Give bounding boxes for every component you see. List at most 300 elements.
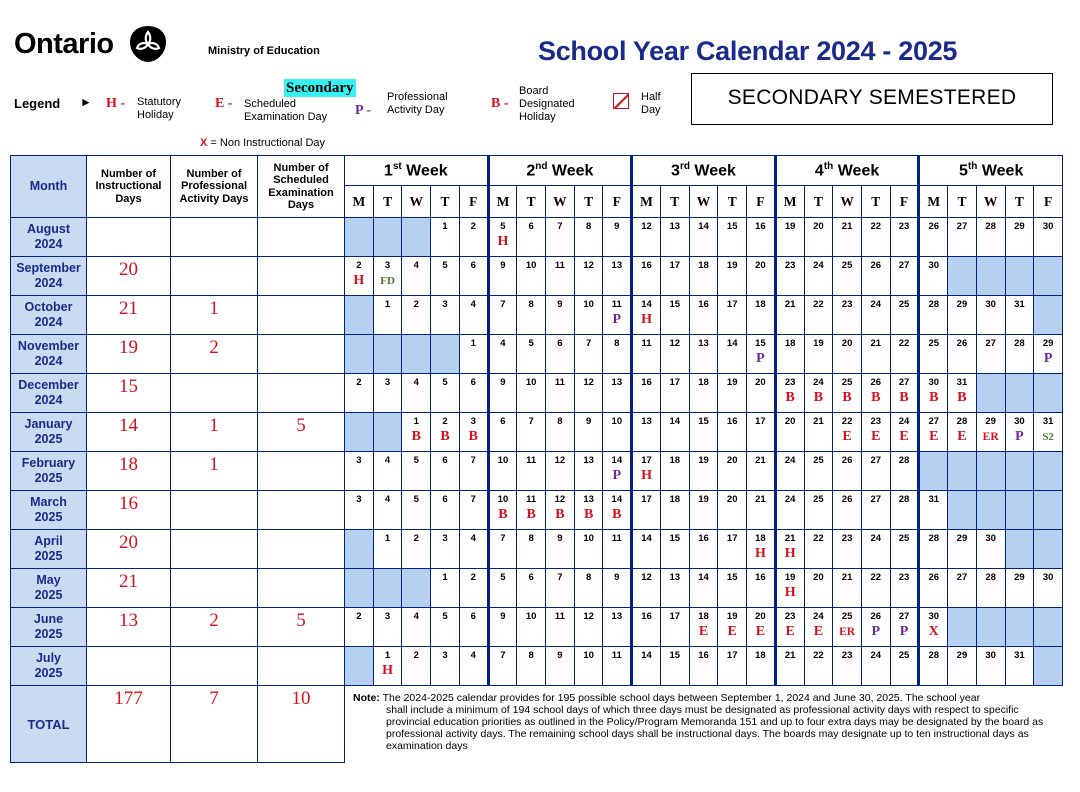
- half-day-icon: [613, 93, 629, 109]
- day-cell: 9: [546, 647, 575, 686]
- day-code: E: [899, 429, 909, 444]
- month-row: [11, 374, 1063, 413]
- day-code: P: [871, 624, 881, 639]
- day-cell: 29: [948, 530, 977, 569]
- weekday-header: T: [1005, 186, 1034, 218]
- day-cell: 13: [603, 374, 632, 413]
- day-cell: 14: [689, 218, 718, 257]
- day-cell: 4: [373, 452, 402, 491]
- day-cell: 7: [459, 452, 488, 491]
- day-cell: 18: [689, 257, 718, 296]
- empty-day-cell: [1034, 374, 1063, 413]
- weekday-header: M: [488, 186, 517, 218]
- empty-day-cell: [1034, 257, 1063, 296]
- day-cell: 28: [976, 218, 1005, 257]
- month-row: [11, 335, 1063, 374]
- weekday-header: W: [689, 186, 718, 218]
- day-code: ER: [982, 431, 999, 443]
- empty-day-cell: [976, 452, 1005, 491]
- day-cell: 14 P: [603, 452, 632, 491]
- day-cell: 30 B: [919, 374, 948, 413]
- day-cell: 18: [660, 452, 689, 491]
- day-cell: 24: [861, 647, 890, 686]
- day-cell: 19: [775, 218, 804, 257]
- day-code: H: [497, 234, 509, 249]
- weekday-header: W: [402, 186, 431, 218]
- day-cell: 5: [488, 569, 517, 608]
- empty-day-cell: [1034, 491, 1063, 530]
- instructional-days: 20: [87, 530, 171, 569]
- day-cell: 19 H: [775, 569, 804, 608]
- day-cell: 10 B: [488, 491, 517, 530]
- day-cell: 6: [431, 452, 460, 491]
- month-name: March 2025: [11, 491, 87, 530]
- exam-days: [258, 296, 345, 335]
- day-cell: 18: [775, 335, 804, 374]
- day-code: E: [755, 624, 766, 639]
- empty-day-cell: [976, 257, 1005, 296]
- day-cell: 22: [890, 335, 919, 374]
- weekday-header: T: [718, 186, 747, 218]
- day-cell: 19: [804, 335, 833, 374]
- day-cell: 1: [459, 335, 488, 374]
- day-cell: 27 B: [890, 374, 919, 413]
- day-cell: 25 ER: [833, 608, 862, 647]
- day-code: B: [813, 390, 824, 405]
- day-cell: 13: [660, 569, 689, 608]
- weekday-header: F: [603, 186, 632, 218]
- legend-text-half: Half Day: [641, 91, 661, 116]
- month-name: November 2024: [11, 335, 87, 374]
- day-cell: 30: [919, 257, 948, 296]
- day-cell: 9: [546, 530, 575, 569]
- day-cell: 23: [833, 647, 862, 686]
- day-cell: 26: [919, 218, 948, 257]
- day-cell: 25: [833, 257, 862, 296]
- day-cell: 18 E: [689, 608, 718, 647]
- day-cell: 2 B: [431, 413, 460, 452]
- day-cell: 20: [747, 257, 776, 296]
- empty-day-cell: [976, 491, 1005, 530]
- day-cell: 23 B: [775, 374, 804, 413]
- professional-days-header: Number of Professional Activity Days: [171, 156, 258, 218]
- day-cell: 30: [1034, 218, 1063, 257]
- day-cell: 10: [517, 608, 546, 647]
- day-code: B: [785, 390, 795, 405]
- day-cell: 6: [546, 335, 575, 374]
- day-cell: 29: [1005, 218, 1034, 257]
- day-cell: 5: [431, 374, 460, 413]
- day-cell: 13: [689, 335, 718, 374]
- day-cell: 8: [517, 530, 546, 569]
- day-cell: 3: [431, 296, 460, 335]
- instructional-days-header: Number of Instructional Days: [87, 156, 171, 218]
- month-name: July 2025: [11, 647, 87, 686]
- instructional-days: [87, 647, 171, 686]
- day-cell: 1: [431, 569, 460, 608]
- weekday-header: W: [976, 186, 1005, 218]
- empty-day-cell: [976, 374, 1005, 413]
- day-cell: 7: [574, 335, 603, 374]
- professional-days: 1: [171, 413, 258, 452]
- day-cell: 28: [919, 530, 948, 569]
- day-cell: 10: [488, 452, 517, 491]
- day-code: P: [1043, 351, 1053, 366]
- exam-days: [258, 647, 345, 686]
- day-cell: 21 H: [775, 530, 804, 569]
- day-cell: 7: [488, 296, 517, 335]
- secondary-highlight: Secondary: [286, 80, 354, 96]
- day-code: E: [871, 429, 881, 444]
- day-cell: 28: [1005, 335, 1034, 374]
- day-cell: 9: [603, 569, 632, 608]
- day-cell: 3 B: [459, 413, 488, 452]
- day-cell: 13: [603, 608, 632, 647]
- day-cell: 16: [689, 647, 718, 686]
- day-cell: 22: [804, 647, 833, 686]
- day-code: B: [440, 429, 450, 444]
- month-row: [11, 608, 1063, 647]
- instructional-days: 19: [87, 335, 171, 374]
- day-cell: 4: [459, 647, 488, 686]
- empty-day-cell: [373, 335, 402, 374]
- weekday-header: F: [747, 186, 776, 218]
- day-cell: 20: [833, 335, 862, 374]
- day-cell: 23: [775, 257, 804, 296]
- total-instructional-days: 177: [87, 686, 171, 763]
- day-code: S2: [1042, 431, 1054, 443]
- weekday-header: T: [431, 186, 460, 218]
- day-cell: 28 E: [948, 413, 977, 452]
- month-row: [11, 530, 1063, 569]
- day-cell: 20: [804, 218, 833, 257]
- day-cell: 31 B: [948, 374, 977, 413]
- day-cell: 28: [890, 452, 919, 491]
- total-professional-days: 7: [171, 686, 258, 763]
- day-cell: 24 B: [804, 374, 833, 413]
- day-cell: 24: [804, 257, 833, 296]
- day-code: H: [784, 585, 796, 600]
- day-cell: 20: [775, 413, 804, 452]
- day-cell: 31: [1005, 296, 1034, 335]
- weekday-header: T: [574, 186, 603, 218]
- day-code: E: [698, 624, 709, 639]
- month-name: May 2025: [11, 569, 87, 608]
- day-cell: 9: [488, 608, 517, 647]
- month-name: February 2025: [11, 452, 87, 491]
- day-cell: 14: [632, 647, 661, 686]
- month-row: [11, 218, 1063, 257]
- legend-non-instructional: X = Non Instructional Day: [200, 137, 326, 149]
- day-cell: 21: [747, 491, 776, 530]
- month-row: [11, 452, 1063, 491]
- day-cell: 11: [603, 647, 632, 686]
- day-cell: 5: [402, 452, 431, 491]
- day-cell: 22: [804, 530, 833, 569]
- weekday-header: T: [373, 186, 402, 218]
- empty-day-cell: [919, 452, 948, 491]
- day-cell: 11: [517, 452, 546, 491]
- month-row: [11, 491, 1063, 530]
- day-code: E: [785, 624, 795, 639]
- day-cell: 23: [890, 569, 919, 608]
- day-cell: 10: [517, 257, 546, 296]
- weekday-header: W: [833, 186, 862, 218]
- day-cell: 25: [804, 452, 833, 491]
- day-code: H: [382, 663, 394, 678]
- day-code: B: [583, 507, 594, 522]
- empty-day-cell: [948, 608, 977, 647]
- day-cell: 11: [632, 335, 661, 374]
- day-cell: 15: [718, 218, 747, 257]
- day-code: P: [612, 468, 622, 483]
- day-cell: 2: [402, 296, 431, 335]
- legend-arrow-icon: ►: [80, 95, 92, 109]
- day-cell: 1 H: [373, 647, 402, 686]
- day-cell: 31 S2: [1034, 413, 1063, 452]
- empty-day-cell: [1005, 530, 1034, 569]
- day-cell: 9: [574, 413, 603, 452]
- day-cell: 26: [948, 335, 977, 374]
- day-cell: 12 B: [546, 491, 575, 530]
- day-cell: 5: [517, 335, 546, 374]
- day-cell: 11 B: [517, 491, 546, 530]
- day-code: B: [411, 429, 421, 444]
- day-cell: 17: [747, 413, 776, 452]
- day-cell: 15 P: [747, 335, 776, 374]
- ministry-name: Ministry of Education: [208, 45, 320, 57]
- day-cell: 12: [660, 335, 689, 374]
- week-4-header: 4th Week: [775, 156, 919, 186]
- day-cell: 23: [890, 218, 919, 257]
- instructional-days: 15: [87, 374, 171, 413]
- total-exam-days: 10: [258, 686, 345, 763]
- day-code: H: [641, 468, 652, 483]
- day-cell: 30 X: [919, 608, 948, 647]
- day-cell: 27: [861, 491, 890, 530]
- total-label: TOTAL: [11, 686, 87, 763]
- day-cell: 18: [747, 647, 776, 686]
- weekday-header: F: [890, 186, 919, 218]
- day-cell: 31: [1005, 647, 1034, 686]
- day-cell: 7: [488, 530, 517, 569]
- month-row: [11, 257, 1063, 296]
- day-cell: 26: [919, 569, 948, 608]
- legend-text-b: Board Designated Holiday: [519, 85, 575, 123]
- empty-day-cell: [1005, 608, 1034, 647]
- day-cell: 17: [660, 257, 689, 296]
- day-cell: 6: [459, 608, 488, 647]
- day-code: E: [813, 624, 824, 639]
- day-cell: 10: [574, 647, 603, 686]
- day-cell: 9: [488, 257, 517, 296]
- day-cell: 8: [517, 647, 546, 686]
- month-row: [11, 569, 1063, 608]
- day-code: E: [929, 429, 939, 444]
- day-cell: 21: [775, 296, 804, 335]
- empty-day-cell: [345, 569, 374, 608]
- legend-code-p: P -: [355, 103, 371, 118]
- empty-day-cell: [1034, 647, 1063, 686]
- day-cell: 30 P: [1005, 413, 1034, 452]
- day-cell: 21: [833, 218, 862, 257]
- day-cell: 2: [345, 374, 374, 413]
- day-cell: 30: [976, 647, 1005, 686]
- day-cell: 15: [660, 296, 689, 335]
- day-cell: 18: [660, 491, 689, 530]
- day-cell: 4: [402, 257, 431, 296]
- day-cell: 7: [488, 647, 517, 686]
- day-cell: 17: [718, 296, 747, 335]
- day-cell: 2: [345, 608, 374, 647]
- day-cell: 16: [632, 608, 661, 647]
- empty-day-cell: [345, 647, 374, 686]
- day-cell: 25: [890, 647, 919, 686]
- month-row: [11, 296, 1063, 335]
- day-cell: 20: [747, 374, 776, 413]
- day-cell: 15: [718, 569, 747, 608]
- day-cell: 15: [689, 413, 718, 452]
- empty-day-cell: [373, 413, 402, 452]
- professional-days: [171, 374, 258, 413]
- empty-day-cell: [345, 530, 374, 569]
- empty-day-cell: [948, 452, 977, 491]
- day-cell: 12: [574, 608, 603, 647]
- day-cell: 16: [632, 257, 661, 296]
- day-code: B: [526, 507, 536, 522]
- month-name: June 2025: [11, 608, 87, 647]
- legend-code-e: E -: [215, 96, 233, 111]
- professional-days: [171, 569, 258, 608]
- empty-day-cell: [976, 608, 1005, 647]
- weekday-header: T: [804, 186, 833, 218]
- exam-days: 5: [258, 608, 345, 647]
- professional-days: [171, 257, 258, 296]
- day-cell: 23 E: [775, 608, 804, 647]
- day-cell: 28: [919, 647, 948, 686]
- exam-days: [258, 569, 345, 608]
- instructional-days: 16: [87, 491, 171, 530]
- exam-days: [258, 218, 345, 257]
- day-code: H: [784, 546, 796, 561]
- empty-day-cell: [948, 257, 977, 296]
- day-cell: 24: [861, 530, 890, 569]
- day-cell: 18: [689, 374, 718, 413]
- weekday-header: T: [948, 186, 977, 218]
- day-cell: 22 E: [833, 413, 862, 452]
- day-cell: 24: [861, 296, 890, 335]
- day-cell: 24 E: [890, 413, 919, 452]
- day-cell: 3: [431, 647, 460, 686]
- day-cell: 21: [804, 413, 833, 452]
- empty-day-cell: [1005, 257, 1034, 296]
- day-cell: 20: [718, 491, 747, 530]
- day-cell: 4: [488, 335, 517, 374]
- professional-days: [171, 530, 258, 569]
- day-cell: 13 B: [574, 491, 603, 530]
- day-cell: 26: [833, 452, 862, 491]
- legend-text-e: Scheduled Examination Day: [244, 98, 328, 123]
- day-cell: 4: [402, 374, 431, 413]
- day-cell: 10: [603, 413, 632, 452]
- empty-day-cell: [373, 569, 402, 608]
- day-cell: 19: [718, 374, 747, 413]
- day-cell: 14: [660, 413, 689, 452]
- day-cell: 14: [718, 335, 747, 374]
- month-name: August 2024: [11, 218, 87, 257]
- day-code: H: [754, 546, 766, 561]
- legend-label: Legend: [14, 96, 61, 111]
- day-cell: 7: [546, 218, 575, 257]
- weekday-header: F: [459, 186, 488, 218]
- day-cell: 26 P: [861, 608, 890, 647]
- day-code: X: [928, 624, 939, 639]
- day-cell: 2: [402, 647, 431, 686]
- month-row: [11, 647, 1063, 686]
- day-code: B: [555, 507, 565, 522]
- empty-day-cell: [402, 569, 431, 608]
- day-cell: 6: [517, 218, 546, 257]
- day-cell: 17: [632, 491, 661, 530]
- day-code: FD: [380, 275, 395, 287]
- day-code: E: [727, 624, 737, 639]
- day-cell: 11: [603, 530, 632, 569]
- day-cell: 6: [431, 491, 460, 530]
- day-cell: 8: [603, 335, 632, 374]
- day-cell: 19 E: [718, 608, 747, 647]
- empty-day-cell: [345, 335, 374, 374]
- day-cell: 4: [459, 296, 488, 335]
- weekday-header: W: [546, 186, 575, 218]
- day-cell: 26: [861, 257, 890, 296]
- day-cell: 23 E: [861, 413, 890, 452]
- day-code: P: [612, 312, 622, 327]
- day-cell: 24: [775, 491, 804, 530]
- day-cell: 13: [574, 452, 603, 491]
- day-cell: 14: [689, 569, 718, 608]
- day-cell: 16: [747, 569, 776, 608]
- day-cell: 24 E: [804, 608, 833, 647]
- day-cell: 16: [632, 374, 661, 413]
- legend-text-h: Statutory Holiday: [137, 96, 182, 121]
- instructional-days: 21: [87, 296, 171, 335]
- day-cell: 12: [574, 374, 603, 413]
- day-cell: 29: [948, 296, 977, 335]
- day-cell: 10: [574, 530, 603, 569]
- day-cell: 2 H: [345, 257, 374, 296]
- day-cell: 5: [402, 491, 431, 530]
- weekday-header: T: [517, 186, 546, 218]
- day-code: B: [468, 429, 478, 444]
- day-cell: 8: [517, 296, 546, 335]
- instructional-days: 20: [87, 257, 171, 296]
- exam-days: [258, 491, 345, 530]
- day-cell: 1: [373, 530, 402, 569]
- day-cell: 21: [747, 452, 776, 491]
- day-cell: 4: [373, 491, 402, 530]
- day-cell: 20: [804, 569, 833, 608]
- exam-days: [258, 374, 345, 413]
- weekday-header: M: [632, 186, 661, 218]
- day-cell: 12: [632, 218, 661, 257]
- day-cell: 5: [431, 608, 460, 647]
- day-cell: 23: [833, 296, 862, 335]
- month-name: April 2025: [11, 530, 87, 569]
- day-cell: 27 P: [890, 608, 919, 647]
- day-cell: 6: [488, 413, 517, 452]
- empty-day-cell: [948, 491, 977, 530]
- day-cell: 10: [517, 374, 546, 413]
